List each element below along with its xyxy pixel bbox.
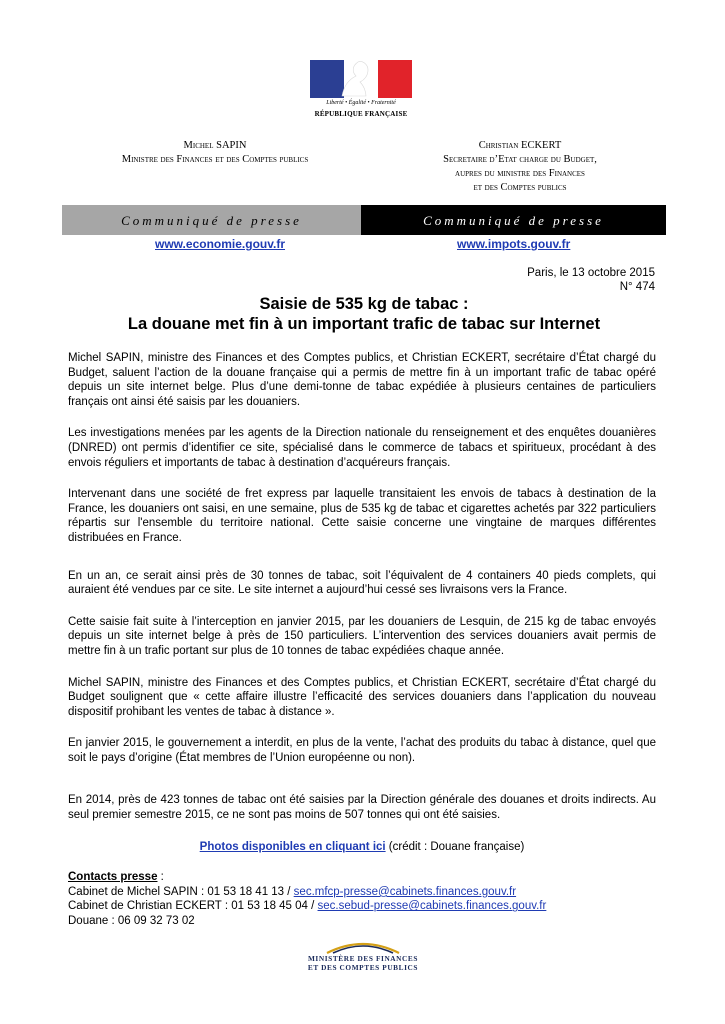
footer-ministry-line-1: MINISTÈRE DES FINANCES xyxy=(307,954,419,963)
press-contacts xyxy=(68,870,656,928)
contact-eckert-phone: Cabinet de Christian ECKERT : 01 53 18 45 04 / xyxy=(68,900,318,913)
minister-right-title-line: Secretaire d’Etat charge du Budget, xyxy=(443,154,597,165)
contact-sapin-phone: Cabinet de Michel SAPIN : 01 53 18 41 13 / xyxy=(68,885,294,898)
minister-left-title: Ministre des Finances et des Comptes publics xyxy=(121,154,309,165)
impots-website-link[interactable]: www.impots.gouv.fr xyxy=(457,237,571,251)
minister-right-title-line: aupres du ministre des Finances xyxy=(455,168,585,179)
marianne-flag-icon xyxy=(310,60,412,98)
title-line-2: La douane met fin à un important trafic de tabac sur Internet xyxy=(127,315,601,333)
minister-left-name: Michel SAPIN xyxy=(183,140,247,151)
logo-republic-name: RÉPUBLIQUE FRANÇAISE xyxy=(314,110,408,118)
body-paragraph: En un an, ce serait ainsi près de 30 tonnes de tabac, soit l’équivalent de 4 containers 40 pieds complets, qui auraient été vendues par ce site. Le site internet a aujourd’hui cessé ses livraisons vers la France. xyxy=(68,569,656,597)
contact-eckert-email-link[interactable]: sec.sebud-presse@cabinets.finances.gouv.fr xyxy=(317,900,547,913)
press-release-number: N° 474 xyxy=(619,281,655,293)
minister-right-title-line: et des Comptes publics xyxy=(473,182,567,193)
minister-left xyxy=(70,139,360,167)
press-banner-left xyxy=(62,205,361,235)
body-paragraph: Michel SAPIN, ministre des Finances et des Comptes publics, et Christian ECKERT, secrétaire d’État chargé du Budget soulignent que « cette affaire illustre l’efficacité des services douaniers dans l’application du nouveau dispositif prohibant les ventes de tabac à distance ». xyxy=(68,676,656,718)
body-paragraph: Les investigations menées par les agents de la Direction nationale du renseignement et des enquêtes douanières (DNRED) ont permis d’identifier ce site, spécialisé dans le commerce de tabacs et spiritueux, procédant à des envois réguliers et importants de tabac à destination d’acquéreurs français. xyxy=(68,427,656,469)
ministry-footer-logo xyxy=(300,937,426,975)
press-banner-right xyxy=(361,205,666,235)
body-paragraph: En janvier 2015, le gouvernement a interdit, en plus de la vente, l’achat des produits du tabac à distance, quel que soit le pays d’origine (État membres de l’Union européenne ou non). xyxy=(68,737,656,764)
press-release-body xyxy=(68,351,656,929)
title-line-1: Saisie de 535 kg de tabac : xyxy=(259,295,469,313)
contact-douane-phone: Douane : 06 09 32 73 02 xyxy=(68,915,195,928)
body-paragraph: Intervenant dans une société de fret express par laquelle transitaient les envois de tabacs à destination de la France, les douaniers ont saisi, en une semaine, plus de 535 kg de tabac et cigarettes achetés par 322 particuliers répartis sur l'ensemble du territoire national. Cette saisie concerne une vingtaine de marques différentes distribuées en France. xyxy=(68,488,656,544)
body-paragraph: Michel SAPIN, ministre des Finances et des Comptes publics, et Christian ECKERT, secrétaire d’État chargé du Budget, saluent l’action de la douane française qui a permis de mettre fin à un important trafic de tabac opéré depuis un site internet belge. Plus d’une demi-tonne de tabac expédiée à plusieurs centaines de particuliers français ont ainsi été saisis par les douaniers. xyxy=(68,352,656,408)
press-release-date: Paris, le 13 octobre 2015 xyxy=(527,267,655,279)
photos-credit: (crédit : Douane française) xyxy=(385,840,525,853)
minister-right-name: Christian ECKERT xyxy=(478,140,562,151)
press-release-title xyxy=(62,294,666,334)
minister-right xyxy=(375,139,665,195)
contacts-heading-suffix: : xyxy=(157,871,164,884)
photos-line xyxy=(68,840,656,855)
body-paragraph: En 2014, près de 423 tonnes de tabac ont été saisies par la Direction générale des douanes et droits indirects. Au seul premier semestre 2015, ce ne sont pas moins de 507 tonnes qui ont été saisies. xyxy=(68,794,656,822)
photos-link[interactable]: Photos disponibles en cliquant ici xyxy=(199,840,386,853)
contacts-heading: Contacts presse xyxy=(68,871,158,884)
press-release-date-block xyxy=(527,266,655,294)
republique-francaise-logo xyxy=(310,60,412,122)
economie-website-link[interactable]: www.economie.gouv.fr xyxy=(155,237,286,251)
press-banner-left-label: Communiqué de presse xyxy=(121,213,302,228)
body-paragraph: Cette saisie fait suite à l’interception en janvier 2015, par les douaniers de Lesquin, de 215 kg de tabac envoyés depuis un site internet belge à près de 150 particuliers. L’intervention des services douaniers avait permis de mettre fin à un trafic portant sur plus de 10 tonnes de tabac expédiées chaque année. xyxy=(68,615,656,657)
contact-sapin-email-link[interactable]: sec.mfcp-presse@cabinets.finances.gouv.fr xyxy=(293,885,517,898)
logo-motto: Liberté • Égalité • Fraternité xyxy=(326,100,396,106)
footer-ministry-line-2: ET DES COMPTES PUBLICS xyxy=(307,963,419,972)
press-banner-right-label: Communiqué de presse xyxy=(423,213,604,228)
